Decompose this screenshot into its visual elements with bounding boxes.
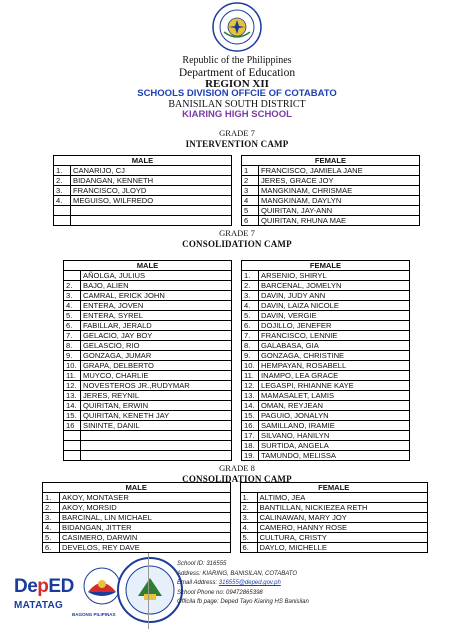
female-student-name: SILVANO, HANILYN xyxy=(259,431,410,441)
female-student-name: OMAN, REYJEAN xyxy=(259,401,410,411)
male-student-name: BAJO, ALIEN xyxy=(81,281,232,291)
table-row xyxy=(64,281,410,291)
female-student-name: DAVIN, VERGIE xyxy=(259,311,410,321)
male-number: 10. xyxy=(64,361,81,371)
female-student-name: MANGKINAM, CHRISMAE xyxy=(259,186,420,196)
male-number: 6. xyxy=(43,543,60,553)
column-gap xyxy=(232,331,242,341)
female-number: 4. xyxy=(240,523,257,533)
male-student-name: GRAPA, DELBERTO xyxy=(81,361,232,371)
male-student-name: BARCINAL, LIN MICHAEL xyxy=(60,513,231,523)
table-row xyxy=(64,271,410,281)
male-number: 4. xyxy=(54,196,71,206)
female-number: 3. xyxy=(242,291,259,301)
column-gap xyxy=(232,441,242,451)
table-row xyxy=(54,176,420,186)
male-number xyxy=(64,271,81,281)
female-number: 8. xyxy=(242,341,259,351)
table-row xyxy=(64,331,410,341)
female-student-name: DAYLO, MICHELLE xyxy=(257,543,428,553)
column-gap xyxy=(232,351,242,361)
male-number: 12. xyxy=(64,381,81,391)
roster-table xyxy=(63,260,410,461)
male-number: 16 xyxy=(64,421,81,431)
deped-logo xyxy=(14,576,74,598)
column-gap xyxy=(232,206,242,216)
female-number: 16. xyxy=(242,421,259,431)
female-student-name: PAGUIO, JONALYN xyxy=(259,411,410,421)
column-gap xyxy=(232,421,242,431)
matatag-logo: MATATAG xyxy=(14,600,64,611)
female-student-name: HEMPAYAN, ROSABELL xyxy=(259,361,410,371)
table-row xyxy=(64,381,410,391)
section-heading xyxy=(0,464,474,484)
female-number: 3. xyxy=(240,513,257,523)
table-row xyxy=(64,321,410,331)
male-number: 7. xyxy=(64,331,81,341)
table-row xyxy=(43,513,428,523)
male-student-name: MUYCO, CHARLIE xyxy=(81,371,232,381)
school-email-link[interactable]: 316555@deped.gov.ph xyxy=(218,580,281,587)
camp-label: CONSOLIDATION CAMP xyxy=(182,473,292,484)
column-gap xyxy=(232,301,242,311)
male-student-name: QUIRITAN, KENETH JAY xyxy=(81,411,232,421)
male-number: 3. xyxy=(54,186,71,196)
column-gap xyxy=(232,411,242,421)
table-row xyxy=(64,421,410,431)
section-heading xyxy=(0,229,474,249)
table-row xyxy=(64,371,410,381)
table-header-row xyxy=(43,483,428,493)
school-phone: School Phone no: 09472865398 xyxy=(177,589,263,596)
male-student-name: BIDANGAN, KENNETH xyxy=(71,176,232,186)
column-gap xyxy=(230,503,240,513)
female-student-name: DAVIN, JUDY ANN xyxy=(259,291,410,301)
female-student-name: LEGASPI, RHIANNE KAYE xyxy=(259,381,410,391)
female-number: 2 xyxy=(242,176,259,186)
male-number: 4. xyxy=(64,301,81,311)
deped-seal-logo xyxy=(212,2,262,52)
male-student-name: SININTE, DANIL xyxy=(81,421,232,431)
republic-line: Republic of the Philippines xyxy=(182,55,292,66)
male-number: 4. xyxy=(43,523,60,533)
male-student-name: CASIMERO, DARWIN xyxy=(60,533,231,543)
grade-label: GRADE 7 xyxy=(219,128,255,138)
table-row xyxy=(54,166,420,176)
female-student-name: INAMPO, LEA GRACE xyxy=(259,371,410,381)
school-address: Address: KIARING, BANISILAN, COTABATO xyxy=(177,570,298,577)
male-number: 11. xyxy=(64,371,81,381)
female-student-name: SURTIDA, ANGELA xyxy=(259,441,410,451)
table-row xyxy=(43,493,428,503)
male-number: 15. xyxy=(64,411,81,421)
female-number: 17. xyxy=(242,431,259,441)
female-student-name: QUIRITAN, JAY-ANN xyxy=(259,206,420,216)
female-number: 4. xyxy=(242,301,259,311)
column-gap xyxy=(232,271,242,281)
female-number: 5. xyxy=(240,533,257,543)
male-student-name: AKOY, MORSID xyxy=(60,503,231,513)
female-header: FEMALE xyxy=(240,483,428,493)
female-student-name: DOJILLO, JENEFER xyxy=(259,321,410,331)
female-number: 10. xyxy=(242,361,259,371)
district-line: BANISILAN SOUTH DISTRICT xyxy=(168,99,306,110)
male-student-name: GELACIO, JAY BOY xyxy=(81,331,232,341)
male-number xyxy=(54,216,71,226)
male-number: 1. xyxy=(43,493,60,503)
female-student-name: MANGKINAM, DAYLYN xyxy=(259,196,420,206)
female-number: 1. xyxy=(242,271,259,281)
male-number xyxy=(64,431,81,441)
female-number: 9. xyxy=(242,351,259,361)
male-student-name: AÑOLGA, JULIUS xyxy=(81,271,232,281)
female-student-name: SAMILLANO, IRAMIE xyxy=(259,421,410,431)
school-id: School ID: 316555 xyxy=(177,561,227,567)
division-line: SCHOOLS DIVISION OFFCIE OF COTABATO xyxy=(137,88,337,99)
female-student-name: BANTILLAN, NICKIEZEA RETH xyxy=(257,503,428,513)
female-header: FEMALE xyxy=(242,261,410,271)
table-row xyxy=(54,196,420,206)
female-student-name: ALTIMO, JEA xyxy=(257,493,428,503)
column-gap xyxy=(232,431,242,441)
female-student-name: CALINAWAN, MARY JOY xyxy=(257,513,428,523)
male-header: MALE xyxy=(54,156,232,166)
female-student-name: DAVIN, LAIZA NICOLE xyxy=(259,301,410,311)
male-student-name: CANARIJO, CJ xyxy=(71,166,232,176)
email-label: Email Address: xyxy=(177,580,218,587)
male-header: MALE xyxy=(43,483,231,493)
table-header-row xyxy=(54,156,420,166)
male-number: 2. xyxy=(43,503,60,513)
male-student-name xyxy=(81,441,232,451)
table-row xyxy=(64,361,410,371)
female-number: 3 xyxy=(242,186,259,196)
column-gap xyxy=(230,483,240,493)
school-name: KIARING HIGH SCHOOL xyxy=(182,109,292,120)
table-row xyxy=(64,431,410,441)
female-student-name: MAMASALET, LAMIS xyxy=(259,391,410,401)
column-gap xyxy=(232,361,242,371)
table-row xyxy=(64,351,410,361)
female-header: FEMALE xyxy=(242,156,420,166)
male-number: 5. xyxy=(64,311,81,321)
table-row xyxy=(64,451,410,461)
male-student-name: CAMRAL, ERICK JOHN xyxy=(81,291,232,301)
table-row xyxy=(64,401,410,411)
male-number xyxy=(64,451,81,461)
female-number: 19. xyxy=(242,451,259,461)
male-student-name: ENTERA, SYREL xyxy=(81,311,232,321)
deped-logo-text: DepED xyxy=(14,576,74,597)
male-student-name: FABILLAR, JERALD xyxy=(81,321,232,331)
female-number: 4 xyxy=(242,196,259,206)
school-email-row xyxy=(177,579,309,589)
male-number xyxy=(54,206,71,216)
table-row xyxy=(64,311,410,321)
column-gap xyxy=(232,371,242,381)
section-heading xyxy=(0,129,474,149)
column-gap xyxy=(232,156,242,166)
table-row xyxy=(64,391,410,401)
male-number: 14. xyxy=(64,401,81,411)
male-number: 3. xyxy=(64,291,81,301)
female-number: 12. xyxy=(242,381,259,391)
female-number: 18. xyxy=(242,441,259,451)
column-gap xyxy=(232,216,242,226)
table-row xyxy=(54,206,420,216)
male-number: 9. xyxy=(64,351,81,361)
male-student-name: QUIRITAN, ERWIN xyxy=(81,401,232,411)
school-seal-logo xyxy=(116,556,184,624)
female-number: 15. xyxy=(242,411,259,421)
female-number: 2. xyxy=(240,503,257,513)
female-student-name: ARSENIO, SHIRYL xyxy=(259,271,410,281)
column-gap xyxy=(230,533,240,543)
male-header: MALE xyxy=(64,261,232,271)
female-number: 11. xyxy=(242,371,259,381)
female-number: 1 xyxy=(242,166,259,176)
school-fb-page: Officila fb page: Deped Tayo Kiaring HS Banisilan xyxy=(177,599,309,606)
female-number: 7. xyxy=(242,331,259,341)
male-student-name: NOVESTEROS JR.,RUDYMAR xyxy=(81,381,232,391)
table-row xyxy=(64,341,410,351)
table-row xyxy=(64,441,410,451)
male-student-name: FRANCISCO, JLOYD xyxy=(71,186,232,196)
female-number: 14. xyxy=(242,401,259,411)
female-student-name: CAMERO, HANNY ROSE xyxy=(257,523,428,533)
male-student-name: BIDANGAN, JITTER xyxy=(60,523,231,533)
column-gap xyxy=(232,391,242,401)
table-row xyxy=(43,543,428,553)
column-gap xyxy=(232,381,242,391)
male-student-name xyxy=(71,216,232,226)
column-gap xyxy=(230,523,240,533)
table-row xyxy=(64,291,410,301)
male-number: 1. xyxy=(54,166,71,176)
male-student-name: DEVELOS, REY DAVE xyxy=(60,543,231,553)
male-student-name: GELASCIO, RIO xyxy=(81,341,232,351)
female-student-name: CULTURA, CRISTY xyxy=(257,533,428,543)
male-student-name: GONZAGA, JUMAR xyxy=(81,351,232,361)
table-header-row xyxy=(64,261,410,271)
female-number: 6. xyxy=(242,321,259,331)
bagong-pilipinas-text: BAGONG PILIPINAS xyxy=(72,612,116,617)
column-gap xyxy=(232,186,242,196)
table-row xyxy=(64,301,410,311)
female-student-name: FRANCISCO, LENNIE xyxy=(259,331,410,341)
female-student-name: BARCENAL, JOMELYN xyxy=(259,281,410,291)
male-student-name xyxy=(71,206,232,216)
column-gap xyxy=(232,166,242,176)
male-number: 5. xyxy=(43,533,60,543)
male-number: 2. xyxy=(64,281,81,291)
male-number: 6. xyxy=(64,321,81,331)
male-student-name: MEGUISO, WILFREDO xyxy=(71,196,232,206)
column-gap xyxy=(232,321,242,331)
table-row xyxy=(43,533,428,543)
column-gap xyxy=(232,176,242,186)
column-gap xyxy=(232,291,242,301)
female-student-name: QUIRITAN, RHUNA MAE xyxy=(259,216,420,226)
table-row xyxy=(54,186,420,196)
school-contact-info xyxy=(177,560,309,608)
column-gap xyxy=(232,196,242,206)
male-student-name: AKOY, MONTASER xyxy=(60,493,231,503)
male-number: 2. xyxy=(54,176,71,186)
female-number: 6. xyxy=(240,543,257,553)
table-row xyxy=(43,503,428,513)
table-row xyxy=(64,411,410,421)
roster-table xyxy=(42,482,428,553)
department-line: Department of Education xyxy=(178,67,296,79)
female-number: 2. xyxy=(242,281,259,291)
roster-table xyxy=(53,155,420,226)
male-student-name: JERES, REYNIL xyxy=(81,391,232,401)
camp-label: CONSOLIDATION CAMP xyxy=(182,238,292,249)
female-student-name: JERES, GRACE JOY xyxy=(259,176,420,186)
female-number: 1. xyxy=(240,493,257,503)
camp-label: INTERVENTION CAMP xyxy=(185,138,289,149)
female-number: 5. xyxy=(242,311,259,321)
footer-divider xyxy=(148,553,149,629)
column-gap xyxy=(232,311,242,321)
column-gap xyxy=(232,261,242,271)
female-student-name: TAMUNDO, MELISSA xyxy=(259,451,410,461)
column-gap xyxy=(232,451,242,461)
grade-label: GRADE 8 xyxy=(219,463,255,473)
male-student-name: ENTERA, JOVEN xyxy=(81,301,232,311)
female-number: 6 xyxy=(242,216,259,226)
column-gap xyxy=(230,513,240,523)
table-row xyxy=(43,523,428,533)
column-gap xyxy=(232,341,242,351)
grade-label: GRADE 7 xyxy=(219,228,255,238)
male-number xyxy=(64,441,81,451)
region-line: REGION XII xyxy=(205,78,269,90)
male-student-name xyxy=(81,451,232,461)
column-gap xyxy=(230,543,240,553)
male-number: 8. xyxy=(64,341,81,351)
male-number: 13. xyxy=(64,391,81,401)
male-number: 3. xyxy=(43,513,60,523)
female-student-name: GALABASA, GIA xyxy=(259,341,410,351)
female-student-name: FRANCISCO, JAMIELA JANE xyxy=(259,166,420,176)
column-gap xyxy=(230,493,240,503)
table-row xyxy=(54,216,420,226)
female-number: 5 xyxy=(242,206,259,216)
female-student-name: GONZAGA, CHRISTINE xyxy=(259,351,410,361)
male-student-name xyxy=(81,431,232,441)
column-gap xyxy=(232,281,242,291)
female-number: 13. xyxy=(242,391,259,401)
column-gap xyxy=(232,401,242,411)
